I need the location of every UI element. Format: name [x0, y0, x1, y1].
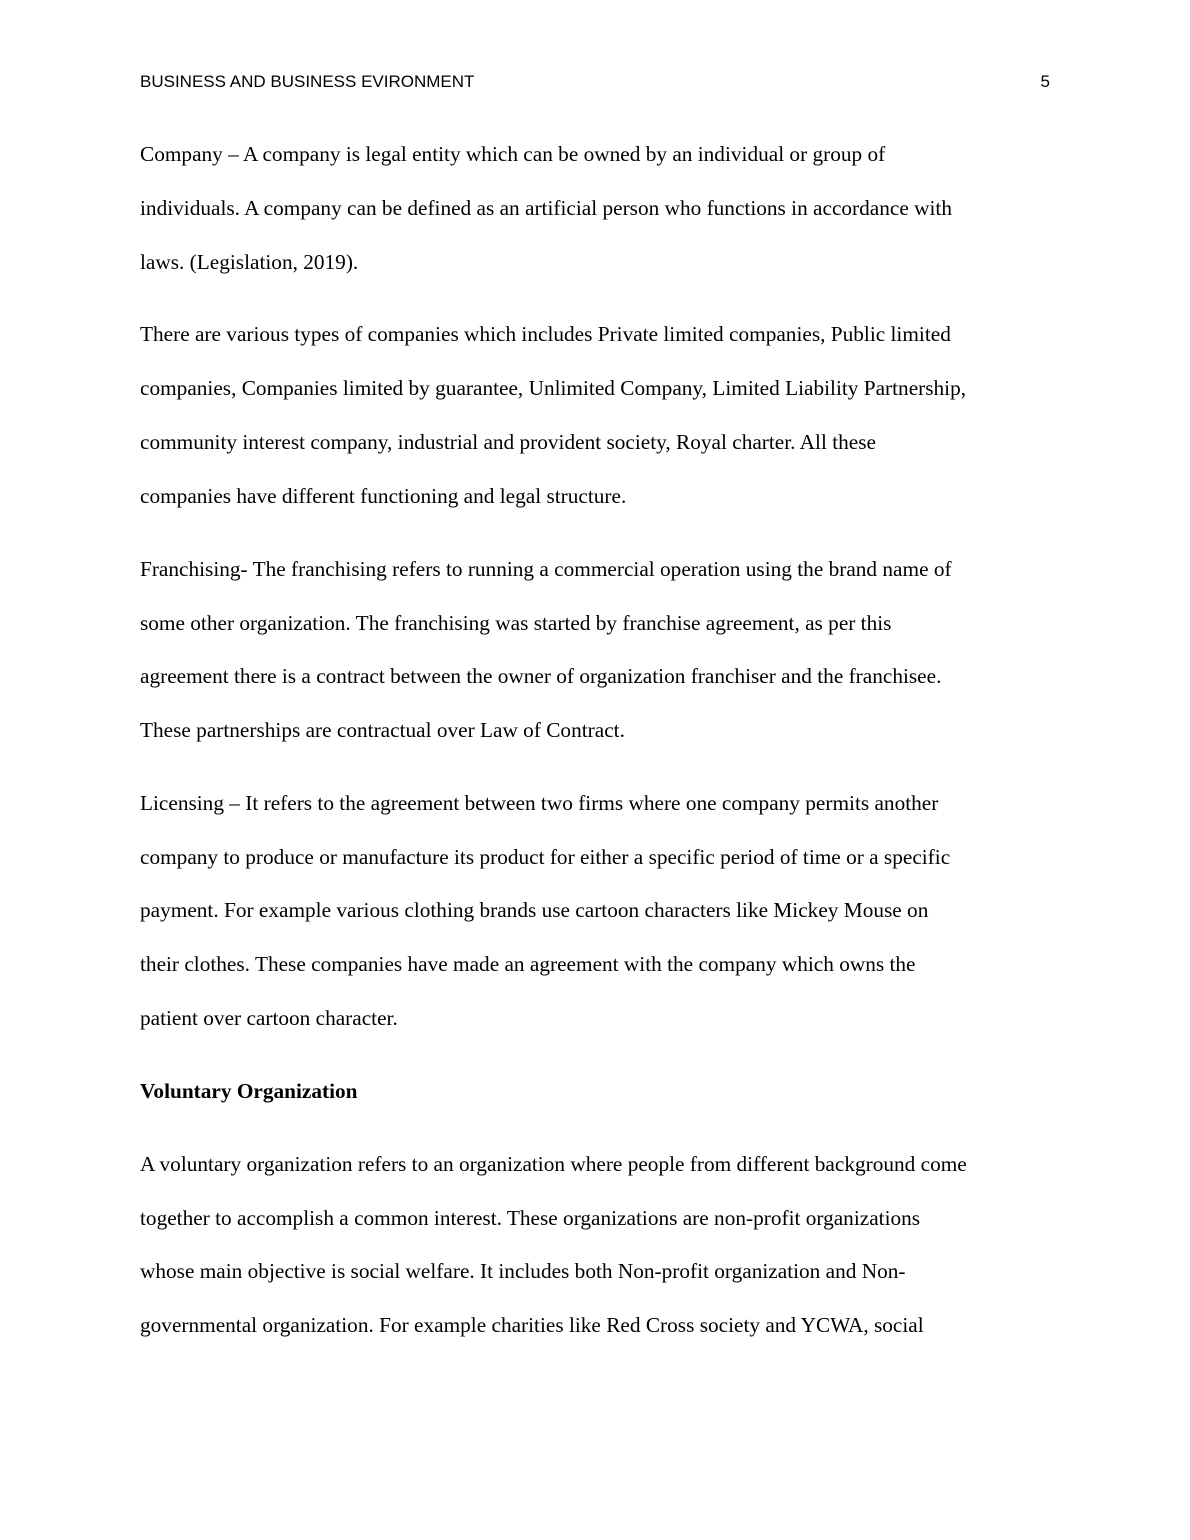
paragraph-company-types-line: companies, Companies limited by guarantee, Unlimited Company, Limited Liability Partnership, — [140, 376, 967, 400]
paragraph-licensing-line: payment. For example various clothing brands use cartoon characters like Mickey Mouse on — [140, 898, 929, 922]
paragraph-licensing-line: patient over cartoon character. — [140, 1006, 398, 1030]
paragraph-licensing-line: company to produce or manufacture its product for either a specific period of time or a specific — [140, 845, 951, 869]
paragraph-company-types-line: community interest company, industrial and provident society, Royal charter. All these — [140, 430, 876, 454]
paragraph-company-line: Company – A company is legal entity which can be owned by an individual or group of — [140, 142, 886, 166]
section-heading: Voluntary Organization — [140, 1079, 358, 1103]
paragraph-company-line: laws. (Legislation, 2019). — [140, 250, 359, 274]
page-number: 5 — [1040, 72, 1050, 91]
paragraph-licensing-line: their clothes. These companies have made an agreement with the company which owns the — [140, 952, 916, 976]
paragraph-voluntary-line: governmental organization. For example charities like Red Cross society and YCWA, social — [140, 1313, 924, 1337]
header-title: BUSINESS AND BUSINESS EVIRONMENT — [140, 72, 475, 91]
paragraph-company-types-line: companies have different functioning and legal structure. — [140, 484, 627, 508]
paragraph-voluntary-line: together to accomplish a common interest. These organizations are non-profit organizations — [140, 1206, 921, 1230]
paragraph-voluntary-line: whose main objective is social welfare. It includes both Non-profit organization and Non- — [140, 1259, 906, 1283]
paragraph-franchising-line: These partnerships are contractual over Law of Contract. — [140, 718, 625, 742]
paragraph-licensing-line: Licensing – It refers to the agreement between two firms where one company permits another — [140, 791, 939, 815]
paragraph-voluntary-line: A voluntary organization refers to an organization where people from different background come — [140, 1152, 967, 1176]
paragraph-franchising-line: Franchising- The franchising refers to running a commercial operation using the brand name of — [140, 557, 952, 581]
running-header — [140, 72, 1050, 96]
paragraph-franchising-line: some other organization. The franchising was started by franchise agreement, as per this — [140, 611, 892, 635]
paragraph-company-line: individuals. A company can be defined as an artificial person who functions in accordance with — [140, 196, 952, 220]
paragraph-franchising-line: agreement there is a contract between the owner of organization franchiser and the franchisee. — [140, 664, 942, 688]
paragraph-company-types-line: There are various types of companies which includes Private limited companies, Public limited — [140, 322, 951, 346]
